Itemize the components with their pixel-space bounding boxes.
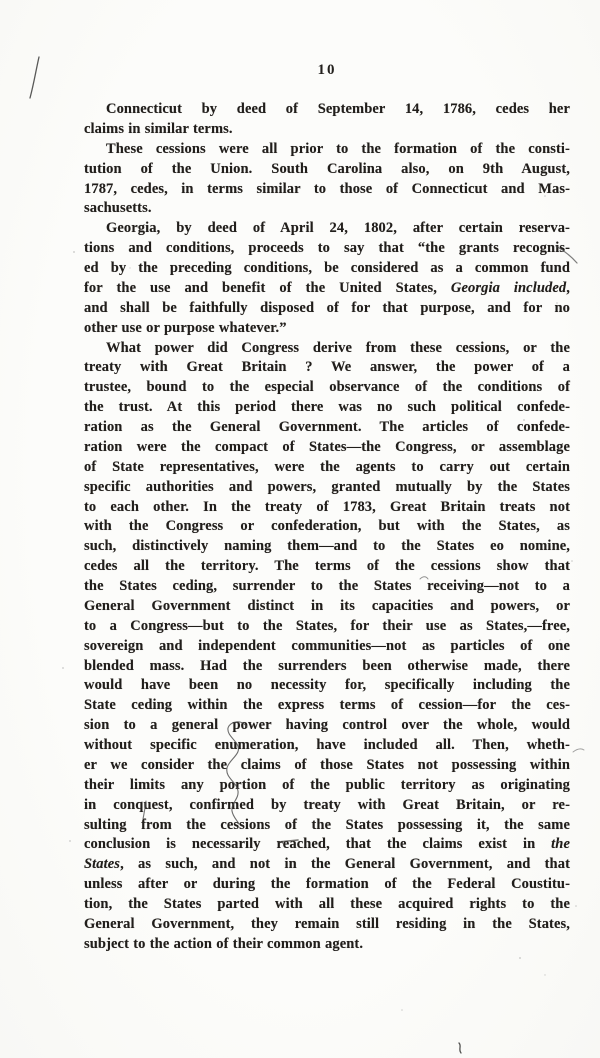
text-line: States, as such, and not in the General Government, and that (84, 856, 570, 873)
text-line: trustee, bound to the especial observance of the conditions of (84, 379, 570, 396)
text-line: in conquest, confirmed by treaty with Great Britain, or re- (84, 796, 570, 813)
paragraph (84, 100, 570, 140)
text-line: for the use and benefit of the United States, Georgia included, (84, 279, 570, 296)
text-line: tion, the States parted with all these acquired rights to the (84, 896, 570, 912)
text-line: Georgia, by deed of April 24, 1802, after certain reserva- (106, 220, 570, 237)
text-line: ration as the General Government. The articles of confede- (84, 419, 570, 435)
page-number: 10 (317, 62, 337, 78)
text-line: unless after or during the formation of the Federal Coustitu- (84, 876, 570, 893)
text-line: without specific enumeration, have included all. Then, wheth- (84, 737, 570, 753)
text-line: sachusetts. (84, 200, 152, 217)
text-line: their limits any portion of the public territory as originating (84, 776, 570, 793)
text-line: would have been no necessity for, specifically including the (84, 677, 570, 694)
text-line: sovereign and independent communities—not as particles of one (84, 637, 570, 654)
text-line: the trust. At this period there was no such political confede- (84, 399, 570, 416)
text-line: What power did Congress derive from these cessions, or the (106, 339, 570, 356)
text-line: tution of the Union. South Carolina also, on 9th August, (84, 160, 570, 177)
text-line: with the Congress or confederation, but with the States, as (84, 518, 570, 535)
text-line: Connecticut by deed of September 14, 1786, cedes her (106, 101, 570, 117)
text-line: specific authorities and powers, granted mutually by the States (84, 478, 570, 495)
text-line: to each other. In the treaty of 1783, Great Britain treats not (84, 498, 570, 515)
italic-text: Georgia included (450, 279, 567, 296)
text-line: other use or purpose whatever.” (84, 319, 287, 336)
text-line: treaty with Great Britain ? We answer, the power of a (84, 359, 570, 376)
bottom-fleck (459, 1043, 461, 1053)
text-line: sion to a general power having control over the whole, would (84, 717, 570, 734)
text-line: 1787, cedes, in terms similar to those of Connecticut and Mas- (84, 180, 570, 197)
text-line: er we consider the claims of those States not possessing within (84, 756, 570, 773)
text-line: the States ceding, surrender to the States receiving—not to a (84, 578, 570, 594)
paragraph (84, 219, 570, 338)
text-line: and shall be faithfully disposed of for that purpose, and for no (84, 299, 570, 316)
text-line: to a Congress—but to the States, for their use as States,—free, (84, 617, 570, 634)
text-line: of State representatives, were the agents to carry out certain (84, 458, 570, 475)
text-line: ration were the compact of States—the Congress, or assemblage (84, 438, 570, 455)
text-line: General Government, they remain still residing in the States, (84, 915, 570, 932)
paragraph (84, 140, 570, 220)
text-line: tions and conditions, proceeds to say that “the grants recognis- (84, 240, 570, 257)
margin-tick (573, 749, 584, 752)
paragraph (84, 339, 570, 955)
text-block (84, 100, 570, 955)
text-line: blended mass. Had the surrenders been otherwise made, there (84, 657, 570, 674)
text-line: conclusion is necessarily reached, that the claims exist in the (84, 836, 570, 853)
text-line: such, distinctively naming them—and to the States eo nomine, (84, 538, 570, 555)
text-line: State ceding within the express terms of cession—for the ces- (84, 697, 570, 714)
text-line: claims in similar terms. (84, 120, 233, 137)
pen-mark-slash (30, 57, 39, 98)
text-line: subject to the action of their common agent. (84, 935, 364, 952)
text-line: General Government distinct in its capacities and powers, or (84, 597, 570, 614)
text-line: cedes all the territory. The terms of the cessions show that (84, 558, 570, 575)
text-line: ed by the preceding conditions, be considered as a common fund (84, 260, 570, 276)
italic-text: the (551, 836, 570, 853)
text-line: These cessions were all prior to the formation of the consti- (106, 140, 570, 157)
italic-text: States (84, 856, 121, 873)
text-line: sulting from the cessions of the States possessing it, the same (84, 816, 570, 833)
